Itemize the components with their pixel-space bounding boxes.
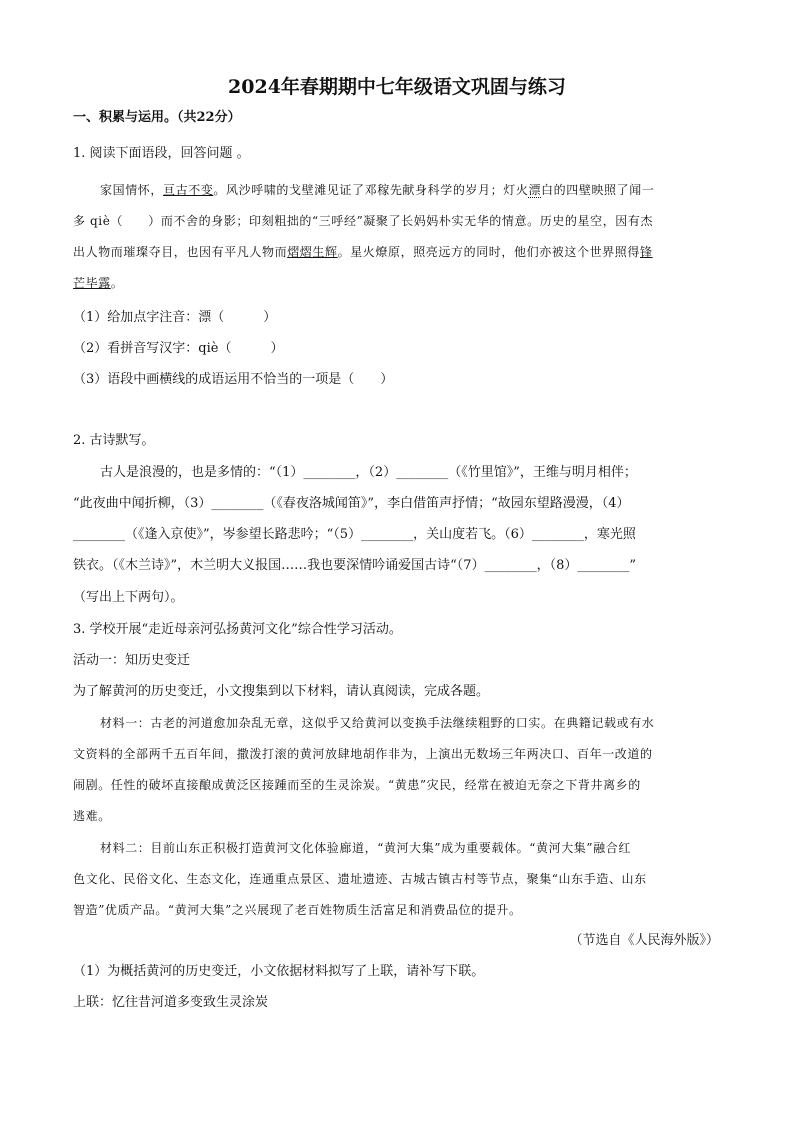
material-1-line-4: 逃难。: [73, 809, 111, 823]
page-title: 2024年春期期中七年级语文巩固与练习: [228, 76, 566, 98]
upper-couplet: 上联：忆往昔河道多变致生灵涂炭: [73, 995, 269, 1010]
q3-intro: 为了解黄河的历史变迁，小文搜集到以下材料，请认真阅读，完成各题。: [73, 684, 490, 699]
q2-line-5: （写出上下两句）。: [73, 590, 184, 605]
material-2-line-2: 色文化、民俗文化、生态文化，连通重点景区、遗址遗迹、古城古镇古村等节点，聚集“山东手造、山东: [73, 872, 647, 886]
section-heading: 一、积累与运用。（共22分）: [73, 110, 241, 125]
q1-passage-line-2: 多 qiè（ ）而不舍的身影；印刻粗拙的“三呼经”凝聚了长妈妈朴实无华的情意。历史的星空，因有杰: [73, 214, 654, 228]
material-1-line-3: 闹剧。任性的破坏直接酿成黄泛区接踵而至的生灵涂炭。“黄患”灾民，经常在被迫无奈之下背井离乡的: [73, 778, 641, 792]
q3-activity: 活动一：知历史变迁: [73, 653, 191, 668]
q1-sub2: （2）看拼音写汉字：qiè（ ）: [73, 341, 284, 356]
q3-stem: 3. 学校开展“走近母亲河弘扬黄河文化”综合性学习活动。: [73, 622, 402, 637]
q2-stem: 2. 古诗默写。: [73, 433, 155, 448]
q2-line-3: ________（《逢入京使》”，岑参望长路悲吟；“（5）________，关山度若飞。（6）________，寒光照: [73, 527, 636, 542]
q3-sub1: （1）为概括黄河的历史变迁，小文依据材料拟写了上联，请补写下联。: [73, 964, 485, 979]
material-source: （节选自《人民海外版》）: [569, 933, 719, 948]
q2-line-2: “此夜曲中闻折柳，（3）________（《春夜洛城闻笛》”，李白借笛声抒情；“故园东望路漫漫，（4）: [73, 496, 630, 511]
q2-line-1: 古人是浪漫的，也是多情的：“（1）________，（2）________（《竹里馆》”，王维与明月相伴；: [100, 465, 637, 480]
material-2-line-1: 材料二：目前山东正积极打造黄河文化体验廊道，“黄河大集”成为重要载体。“黄河大集”融合红: [100, 841, 631, 855]
q1-passage-line-4: 芒毕露。: [73, 276, 124, 290]
material-2-line-3: 智造”优质产品。“黄河大集”之兴展现了老百姓物质生活富足和消费品位的提升。: [73, 903, 522, 917]
q2-line-4: 铁衣。（《木兰诗》”，木兰明大义报国……我也要深情吟诵爱国古诗“（7）________，（8）________”: [73, 558, 636, 573]
q1-stem: 1. 阅读下面语段，回答问题 。: [73, 146, 250, 161]
q1-passage-line-1: 家国情怀，亘古不变。风沙呼啸的戈壁滩见证了邓稼先献身科学的岁月；灯火漂白的四壁映照了闻一: [100, 183, 655, 197]
material-1-line-2: 文资料的全部两千五百年间，撒泼打滚的黄河放肆地胡作非为，上演出无数场三年两决口、百年一改道的: [73, 747, 653, 761]
material-1-line-1: 材料一：古老的河道愈加杂乱无章，这似乎又给黄河以变换手法继续粗野的口实。在典籍记载或有水: [100, 716, 655, 730]
q1-passage-line-3: 出人物而璀璨夺目，也因有平凡人物而熠熠生辉。星火燎原，照亮远方的同时，他们亦被这个世界照得锋: [73, 245, 653, 259]
q1-sub1: （1）给加点字注音：漂（ ）: [73, 310, 277, 325]
q1-sub3: （3）语段中画横线的成语运用不恰当的一项是（ ）: [73, 372, 394, 387]
